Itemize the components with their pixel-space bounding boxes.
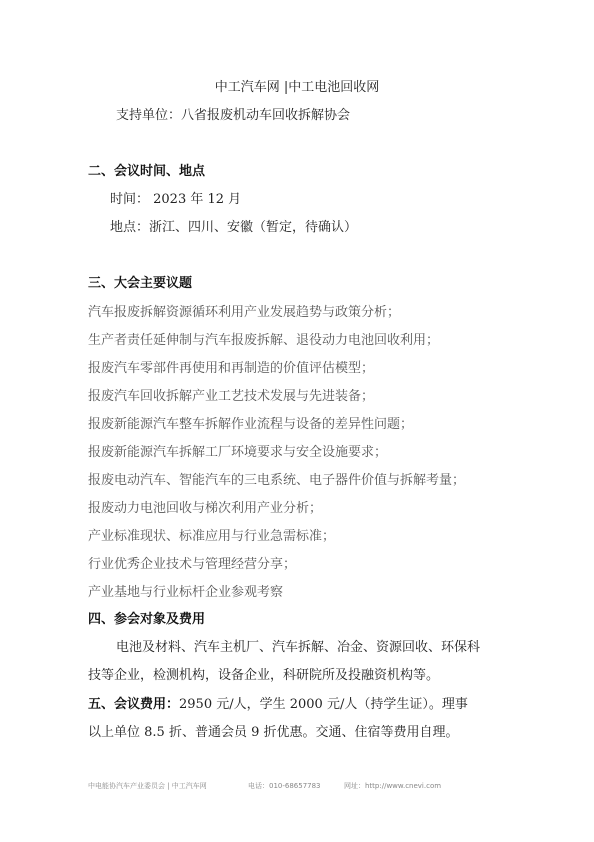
page-footer xyxy=(88,781,441,791)
section5-heading: 五、会议费用： xyxy=(88,697,180,712)
attendees-line-1: 电池及材料、汽车主机厂、汽车拆解、冶金、资源回收、环保科 xyxy=(116,640,481,655)
footer-org: 中电能协汽车产业委员会 | 中工汽车网 xyxy=(88,782,207,790)
footer-site: 网址：http://www.cnevi.com xyxy=(344,782,442,790)
header-sites: 中工汽车网 |中工电池回收网 xyxy=(214,80,380,95)
topic-item: 报废新能源汽车整车拆解作业流程与设备的差异性问题； xyxy=(88,417,414,432)
topic-item: 报废新能源汽车拆解工厂环境要求与安全设施要求； xyxy=(88,445,388,460)
topic-item: 报废汽车回收拆解产业工艺技术发展与先进装备； xyxy=(88,389,375,404)
topic-item: 报废电动汽车、智能汽车的三电系统、电子器件价值与拆解考量； xyxy=(88,473,466,488)
topic-item: 生产者责任延伸制与汽车报废拆解、退役动力电池回收利用； xyxy=(88,333,440,348)
header-support: 支持单位：八省报废机动车回收拆解协会 xyxy=(116,108,351,123)
fee-line-2: 以上单位 8.5 折、普通会员 9 折优惠。交通、住宿等费用自理。 xyxy=(88,725,459,740)
footer-phone: 电话：010-68657783 xyxy=(248,782,321,790)
section3-heading: 三、大会主要议题 xyxy=(88,276,193,291)
topic-item: 产业基地与行业标杆企业参观考察 xyxy=(88,585,284,600)
attendees-line-2: 技等企业，检测机构，设备企业，科研院所及投融资机构等。 xyxy=(88,668,440,683)
section4-heading: 四、参会对象及费用 xyxy=(88,612,206,627)
section2-heading: 二、会议时间、地点 xyxy=(88,164,206,179)
topic-item: 汽车报废拆解资源循环利用产业发展趋势与政策分析； xyxy=(88,305,401,320)
topic-item: 报废汽车零部件再使用和再制造的价值评估模型； xyxy=(88,361,375,376)
topic-item: 报废动力电池回收与梯次利用产业分析； xyxy=(88,501,323,516)
meeting-time: 时间： 2023 年 12 月 xyxy=(110,192,242,207)
topic-item: 行业优秀企业技术与管理经营分享； xyxy=(88,557,297,572)
meeting-place: 地点：浙江、四川、安徽（暂定，待确认） xyxy=(110,220,358,235)
fee-text: 2950 元/人，学生 2000 元/人（持学生证）。理事 xyxy=(179,697,468,712)
fee-line-1 xyxy=(88,697,468,713)
topic-item: 产业标准现状、标准应用与行业急需标准； xyxy=(88,529,336,544)
